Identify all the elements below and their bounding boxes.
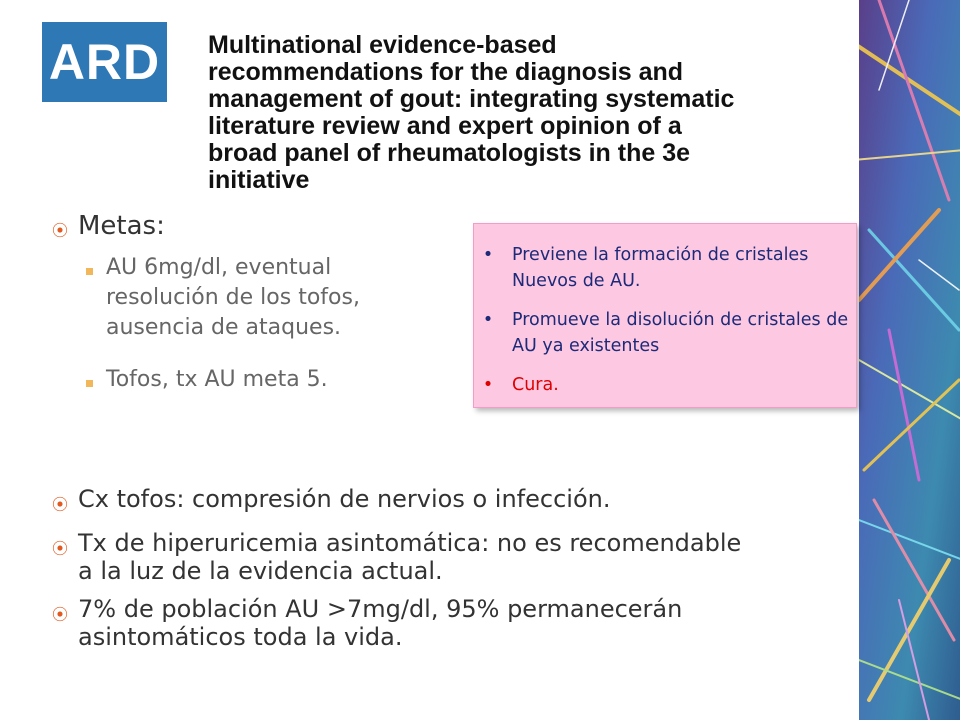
circled-arrow-icon: ⦿ — [52, 221, 69, 240]
callout-item-text: Previene la formación de cristales Nuevos de AU. — [512, 245, 809, 291]
goal-item: Tofos, tx AU meta 5. — [106, 367, 328, 392]
goals-heading: Metas: — [78, 211, 165, 241]
callout-item — [482, 307, 857, 359]
callout-box — [473, 223, 857, 408]
callout-item — [482, 372, 857, 398]
circled-arrow-icon: ⦿ — [52, 495, 69, 514]
main-point: Tx de hiperuricemia asintomática: no es recomendable a la luz de la evidencia actual. — [78, 529, 742, 585]
crystal-micrograph-image — [856, 0, 960, 720]
circled-arrow-icon: ⦿ — [52, 605, 69, 624]
circled-arrow-icon: ⦿ — [52, 539, 69, 558]
goal-item: AU 6mg/dl, eventual resolución de los tofos, ausencia de ataques. — [106, 255, 360, 340]
main-point: 7% de población AU >7mg/dl, 95% permanecerán asintomáticos toda la vida. — [78, 595, 683, 651]
bullet-dot-icon: • — [482, 310, 494, 330]
main-point: Cx tofos: compresión de nervios o infección. — [78, 485, 611, 513]
paper-title: Multinational evidence-based recommendations for the diagnosis and management of gout: integrating systematic literature review and expert opinion of a broad panel of rheumatologists in the 3e initiative — [208, 31, 735, 194]
bullet-dot-icon: • — [482, 245, 494, 265]
callout-item-text: Cura. — [512, 375, 559, 395]
callout-item — [482, 242, 857, 294]
square-bullet-icon — [86, 380, 93, 387]
square-bullet-icon — [86, 268, 93, 275]
ard-logo: ARD — [42, 22, 167, 102]
callout-item-text: Promueve la disolución de cristales de AU ya existentes — [512, 310, 849, 356]
bullet-dot-icon: • — [482, 375, 494, 395]
